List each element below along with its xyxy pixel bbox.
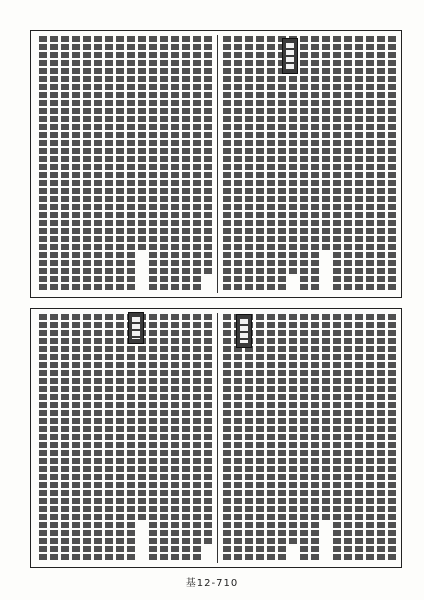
text-column <box>138 36 146 252</box>
text-column <box>39 314 47 562</box>
text-column <box>267 36 275 292</box>
text-column <box>256 36 264 292</box>
text-column <box>50 314 58 562</box>
text-column <box>366 314 374 562</box>
text-column <box>105 36 113 292</box>
text-column <box>245 36 253 292</box>
text-column <box>333 36 341 292</box>
text-column <box>223 36 231 292</box>
text-column <box>39 36 47 292</box>
text-column <box>377 314 385 562</box>
text-column <box>333 314 341 562</box>
text-column <box>171 314 179 562</box>
text-column <box>83 314 91 562</box>
text-column <box>138 314 146 522</box>
text-column <box>50 36 58 292</box>
text-column <box>355 36 363 292</box>
text-column <box>182 36 190 292</box>
text-column <box>94 36 102 292</box>
text-column <box>234 36 242 292</box>
text-column <box>344 36 352 292</box>
text-column <box>149 314 157 562</box>
page-number: 基12-710 <box>185 578 239 589</box>
text-column <box>160 36 168 292</box>
text-column <box>105 314 113 562</box>
text-column <box>193 314 201 562</box>
text-column <box>377 36 385 292</box>
text-column <box>344 314 352 562</box>
text-column <box>256 314 264 562</box>
text-column <box>127 314 135 562</box>
text-column <box>278 36 286 292</box>
section-heading-badge <box>128 312 144 344</box>
text-column <box>289 314 297 544</box>
text-column <box>311 314 319 562</box>
text-column <box>278 314 286 562</box>
text-column <box>72 314 80 562</box>
section-heading-badge <box>282 38 298 74</box>
text-column <box>204 36 212 274</box>
column-divider <box>217 313 218 563</box>
text-column <box>300 314 308 562</box>
text-column <box>245 314 253 562</box>
text-column <box>267 314 275 562</box>
text-column <box>116 314 124 562</box>
text-column <box>300 36 308 292</box>
text-column <box>355 314 363 562</box>
text-column <box>388 314 396 562</box>
text-column <box>388 36 396 292</box>
text-column <box>61 314 69 562</box>
text-column <box>83 36 91 292</box>
text-column <box>94 314 102 562</box>
text-column <box>204 314 212 544</box>
text-column <box>322 314 330 522</box>
text-column <box>171 36 179 292</box>
text-column <box>127 36 135 292</box>
text-column <box>322 36 330 252</box>
text-column <box>149 36 157 292</box>
text-column <box>72 36 80 292</box>
text-column <box>366 36 374 292</box>
text-column <box>182 314 190 562</box>
section-heading-badge <box>236 314 252 348</box>
text-column <box>311 36 319 292</box>
text-column <box>193 36 201 292</box>
text-column <box>61 36 69 292</box>
text-column <box>160 314 168 562</box>
text-column <box>234 314 242 562</box>
text-column <box>116 36 124 292</box>
column-divider <box>217 35 218 293</box>
text-column <box>223 314 231 562</box>
